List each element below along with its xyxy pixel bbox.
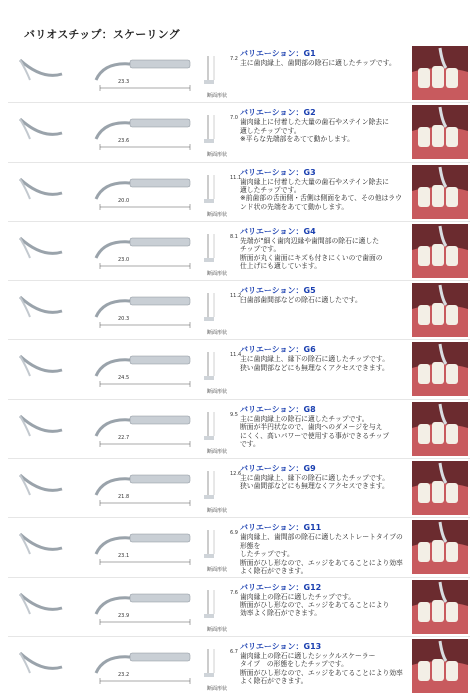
- variation-title: バリエーション：G8: [240, 404, 316, 414]
- clinical-photo: [412, 46, 468, 100]
- cross-section-label: 断面形状: [207, 448, 228, 455]
- variation-title: バリエーション：G11: [240, 523, 322, 533]
- clinical-photo: [412, 165, 468, 219]
- length-value: 22.7: [118, 434, 130, 441]
- tip-dimension-diagram: [90, 169, 198, 213]
- tip-description: 主に歯肉縁上、歯間部の除石に適したチップです。: [240, 59, 396, 67]
- variation-title: バリエーション：G3: [240, 167, 316, 177]
- tip-description: 歯肉縁上に付着した大量の歯石やステイン除去に 適したチップです。 ※平らな先端部をあてて動かします。: [240, 118, 389, 144]
- tip-description: 歯肉縁上に付着した大量の歯石やステイン除去に 適したチップです。 ※前歯部の舌面側・舌側は側面をあて、その他はラウ ンド状の先端をあてて動かします。: [240, 177, 402, 211]
- height-value: 6.9: [230, 530, 238, 537]
- clinical-photo: [412, 342, 468, 396]
- cross-section-diagram: [198, 228, 222, 272]
- cross-section-label: 断面形状: [207, 389, 228, 396]
- tip-row: [8, 280, 470, 339]
- tip-dimension-diagram: [90, 524, 198, 568]
- length-value: 23.9: [118, 612, 130, 619]
- tip-dimension-diagram: [90, 228, 198, 272]
- cross-section-label: 断面形状: [207, 626, 228, 633]
- length-value: 23.0: [118, 256, 130, 263]
- tip-row: [8, 636, 470, 695]
- tip-photo: [12, 109, 70, 153]
- cross-section-diagram: [198, 406, 222, 450]
- tip-description: 主に歯肉縁上、縁下の除石に適したチップです。 狭い歯間部などにも無理なくアクセスできます。: [240, 474, 389, 491]
- clinical-photo: [412, 224, 468, 278]
- height-value: 8.1: [230, 233, 238, 240]
- cross-section-label: 断面形状: [207, 93, 228, 99]
- cross-section-diagram: [198, 465, 222, 509]
- tip-dimension-diagram: [90, 584, 198, 628]
- tip-description: 臼歯部歯間部などの除石に適したです。: [240, 296, 362, 305]
- tip-row: [8, 517, 470, 576]
- variation-title: バリエーション：G5: [240, 286, 316, 296]
- tip-dimension-diagram: [90, 346, 198, 390]
- length-value: 24.5: [118, 375, 130, 382]
- cross-section-label: 断面形状: [207, 685, 228, 692]
- clinical-photo: [412, 402, 468, 456]
- page-title: バリオスチップ：スケーリング: [24, 28, 180, 41]
- tip-dimension-diagram: [90, 406, 198, 450]
- tip-photo: [12, 465, 70, 509]
- tip-row: [8, 221, 470, 280]
- variation-title: バリエーション：G4: [240, 226, 316, 236]
- tip-dimension-diagram: [90, 50, 198, 94]
- cross-section-label: 断面形状: [207, 508, 228, 515]
- length-value: 20.0: [118, 197, 130, 204]
- tip-photo: [12, 406, 70, 450]
- height-value: 7.6: [230, 589, 238, 596]
- tip-photo: [12, 169, 70, 213]
- height-value: 11.4: [230, 352, 242, 359]
- variation-title: バリエーション：G1: [240, 49, 316, 58]
- clinical-photo: [412, 639, 468, 693]
- cross-section-diagram: [198, 50, 222, 94]
- tip-dimension-diagram: [90, 287, 198, 331]
- clinical-photo: [412, 580, 468, 634]
- tip-photo: [12, 584, 70, 628]
- length-value: 23.3: [118, 79, 130, 85]
- cross-section-label: 断面形状: [207, 330, 228, 337]
- cross-section-diagram: [198, 524, 222, 568]
- tip-row: [8, 102, 470, 161]
- height-value: 11.2: [230, 293, 242, 300]
- cross-section-diagram: [198, 287, 222, 331]
- tip-photo: [12, 50, 70, 94]
- tip-row: [8, 44, 470, 102]
- tip-photo: [12, 643, 70, 687]
- tip-description: 先端が"細く歯肉辺縁や歯間部の除石に適した チップです。 断面が丸く歯面にキズも付きにくいので歯面の 仕上げにも適しています。: [240, 236, 383, 271]
- cross-section-diagram: [198, 346, 222, 390]
- cross-section-label: 断面形状: [207, 270, 228, 277]
- cross-section-label: 断面形状: [207, 152, 228, 159]
- length-value: 23.2: [118, 671, 130, 678]
- tip-description: 主に歯肉縁上、縁下の除石に適したチップです。 狭い歯間部などにも無理なくアクセスできます。: [240, 355, 389, 372]
- tip-row: [8, 577, 470, 636]
- variation-title: バリエーション：G12: [240, 582, 322, 592]
- tip-photo: [12, 228, 70, 272]
- tip-row: [8, 458, 470, 517]
- length-value: 23.1: [118, 553, 130, 560]
- tip-photo: [12, 524, 70, 568]
- tip-photo: [12, 346, 70, 390]
- height-value: 9.5: [230, 411, 238, 418]
- tip-row: [8, 162, 470, 221]
- tip-description: 歯肉縁上、歯間部の除石に適したストレートタイプの形態を したチップです。 断面がひし形なので、エッジをあてることにより効率 よく除石ができます。: [240, 533, 403, 575]
- cross-section-diagram: [198, 109, 222, 153]
- height-value: 11.1: [230, 174, 242, 181]
- height-value: 7.0: [230, 115, 238, 122]
- clinical-photo: [412, 461, 468, 515]
- variation-title: バリエーション：G13: [240, 641, 322, 651]
- length-value: 23.6: [118, 138, 130, 145]
- clinical-photo: [412, 105, 468, 159]
- height-value: 6.7: [230, 648, 238, 655]
- tip-row: [8, 399, 470, 458]
- tip-list: [8, 44, 470, 695]
- tip-description: 歯肉縁上の除石に適したチップです。 断面がひし形なので、エッジをあてることにより 効率よく除石ができます。: [240, 592, 390, 618]
- tip-row: [8, 339, 470, 398]
- variation-title: バリエーション：G2: [240, 108, 316, 118]
- cross-section-diagram: [198, 643, 222, 687]
- tip-dimension-diagram: [90, 109, 198, 153]
- cross-section-label: 断面形状: [207, 567, 228, 574]
- tip-description: 歯肉縁上の除石に適したシックルスケーラー タイプ の形態をしたチップです。 断面がひし形なので、エッジをあてることにより効率 よく除石ができます。: [240, 651, 403, 686]
- cross-section-diagram: [198, 169, 222, 213]
- cross-section-label: 断面形状: [207, 211, 228, 218]
- tip-dimension-diagram: [90, 643, 198, 687]
- clinical-photo: [412, 520, 468, 574]
- tip-photo: [12, 287, 70, 331]
- tip-dimension-diagram: [90, 465, 198, 509]
- height-value: 7.2: [230, 56, 238, 62]
- tip-description: 主に歯肉縁上の除石に適したチップです。 断面が半円状なので、歯肉へのダメージを与え にくく、高いパワーで使用する事ができるチップ です。: [240, 414, 390, 448]
- height-value: 12.6: [230, 471, 242, 478]
- length-value: 20.3: [118, 316, 130, 323]
- clinical-photo: [412, 283, 468, 337]
- variation-title: バリエーション：G6: [240, 345, 316, 355]
- cross-section-diagram: [198, 584, 222, 628]
- variation-title: バリエーション：G9: [240, 464, 316, 474]
- length-value: 21.8: [118, 494, 130, 501]
